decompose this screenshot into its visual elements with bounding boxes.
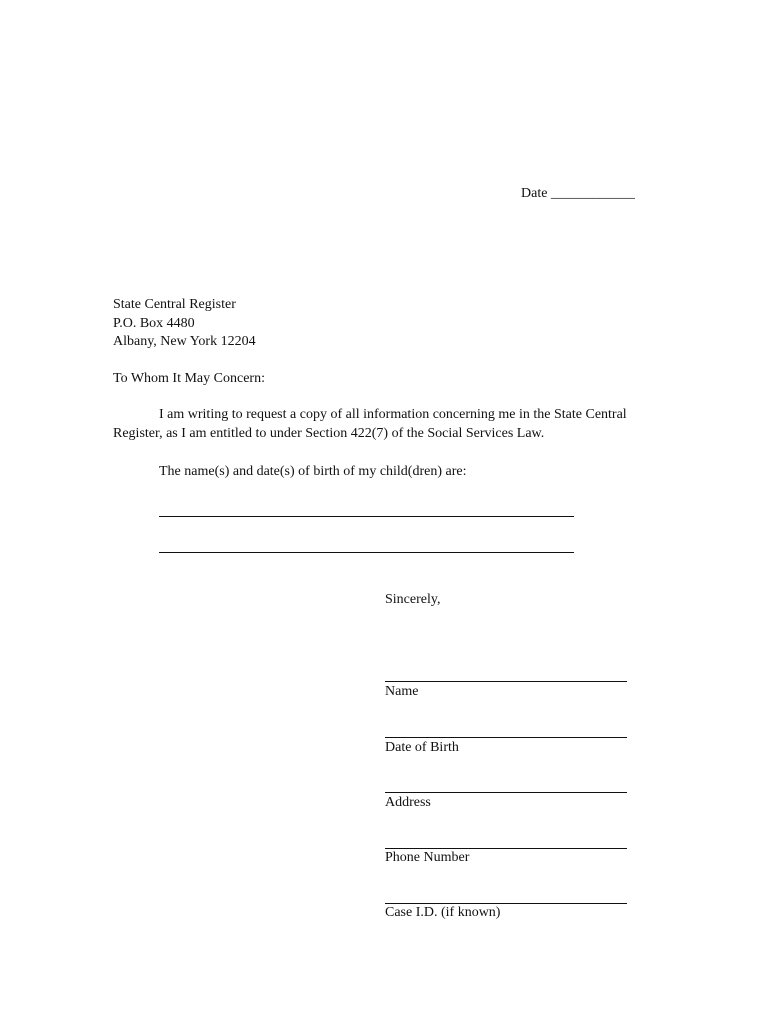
child-entry-line-2: [159, 552, 574, 553]
signature-label-case-id: Case I.D. (if known): [385, 905, 501, 920]
children-prompt: The name(s) and date(s) of birth of my child(dren) are:: [159, 464, 467, 479]
recipient-address: [113, 296, 256, 352]
body-paragraph: [113, 406, 643, 443]
recipient-line-2: P.O. Box 4480: [113, 315, 195, 331]
child-entry-line-1: [159, 516, 574, 517]
recipient-line-1: State Central Register: [113, 297, 236, 312]
signature-label-phone: Phone Number: [385, 850, 470, 865]
date-field: Date ____________: [521, 186, 635, 201]
signature-line-address: [385, 792, 627, 793]
signature-line-date-of-birth: [385, 737, 627, 738]
closing: Sincerely,: [385, 592, 441, 607]
body-text: I am writing to request a copy of all information concerning me in the State Central Register, as I am entitled to under Section 422(7) of the Social Services Law.: [113, 407, 627, 441]
recipient-line-3: Albany, New York 12204: [113, 334, 256, 349]
signature-label-address: Address: [385, 795, 431, 810]
signature-line-name: [385, 681, 627, 682]
salutation: To Whom It May Concern:: [113, 371, 265, 386]
signature-label-date-of-birth: Date of Birth: [385, 740, 459, 755]
signature-label-name: Name: [385, 684, 419, 699]
